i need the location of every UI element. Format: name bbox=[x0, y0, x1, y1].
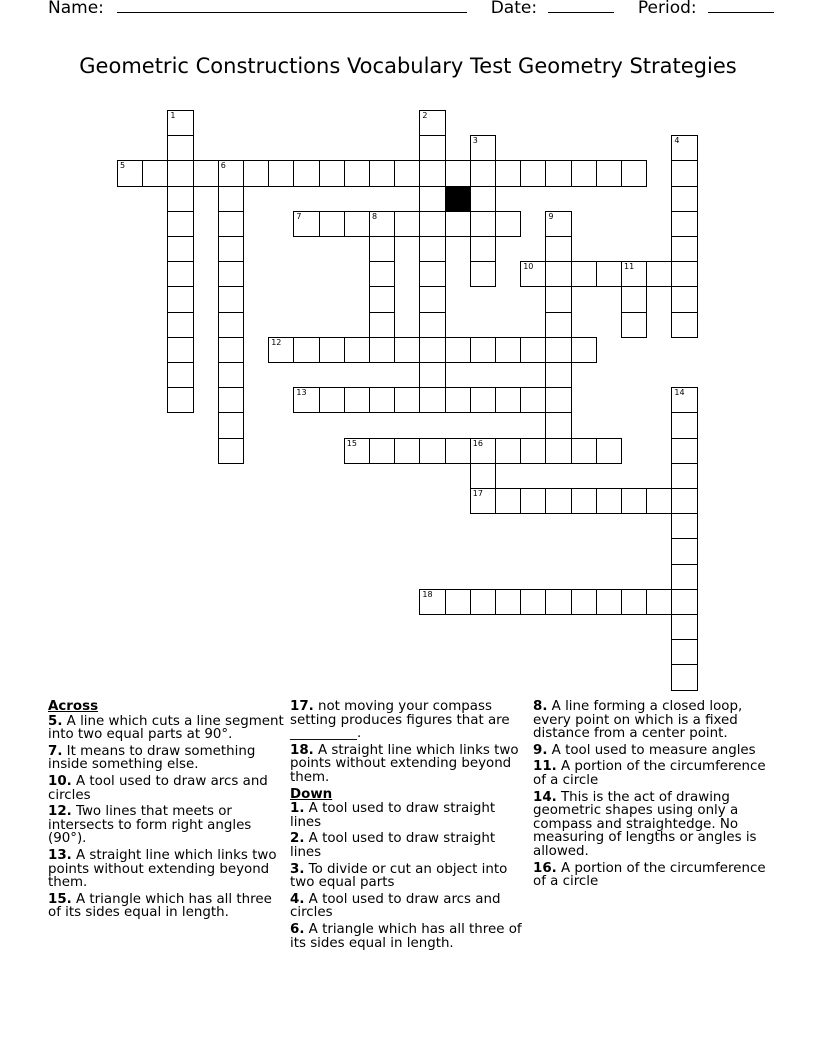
crossword-cell[interactable] bbox=[218, 438, 244, 464]
crossword-cell[interactable] bbox=[571, 438, 597, 464]
cell-number: 11 bbox=[624, 262, 635, 272]
clue-number: 7. bbox=[48, 743, 63, 759]
crossword-cell[interactable] bbox=[495, 211, 521, 237]
crossword-cell[interactable] bbox=[671, 312, 697, 338]
crossword-cell[interactable] bbox=[671, 488, 697, 514]
crossword-cell[interactable] bbox=[319, 211, 345, 237]
crossword-cell[interactable] bbox=[545, 362, 571, 388]
crossword-cell[interactable] bbox=[596, 160, 622, 186]
crossword-cell[interactable] bbox=[646, 261, 672, 287]
clue bbox=[290, 700, 526, 741]
crossword-cell[interactable] bbox=[394, 160, 420, 186]
crossword-cell[interactable] bbox=[520, 387, 546, 413]
crossword-cell[interactable] bbox=[369, 286, 395, 312]
crossword-cell[interactable] bbox=[470, 261, 496, 287]
crossword-cell[interactable] bbox=[545, 312, 571, 338]
crossword-cell[interactable] bbox=[545, 589, 571, 615]
clue-text: A line which cuts a line segment into two equal parts at 90°. bbox=[48, 713, 284, 743]
crossword-cell[interactable] bbox=[369, 312, 395, 338]
clue-number: 10. bbox=[48, 773, 72, 789]
cell-number: 2 bbox=[422, 111, 428, 120]
crossword-cell[interactable] bbox=[218, 236, 244, 262]
crossword-cell[interactable] bbox=[293, 387, 319, 413]
cell-number: 18 bbox=[422, 589, 433, 599]
clue bbox=[48, 893, 284, 920]
crossword-cell[interactable] bbox=[394, 438, 420, 464]
crossword-cell[interactable] bbox=[218, 387, 244, 413]
cell-number: 7 bbox=[296, 211, 302, 221]
clue bbox=[48, 715, 284, 742]
crossword-cell[interactable] bbox=[545, 211, 571, 237]
crossword-cell[interactable] bbox=[369, 236, 395, 262]
crossword-cell[interactable] bbox=[671, 639, 697, 665]
crossword-cell[interactable] bbox=[545, 337, 571, 363]
clue-text: A line forming a closed loop, every point on which is a fixed distance from a center point. bbox=[533, 699, 743, 742]
crossword-cell[interactable] bbox=[319, 387, 345, 413]
crossword-cell[interactable] bbox=[596, 438, 622, 464]
crossword-cell[interactable] bbox=[671, 186, 697, 212]
crossword-cell[interactable] bbox=[671, 664, 697, 690]
cell-number: 14 bbox=[674, 388, 685, 398]
crossword-cell[interactable] bbox=[545, 438, 571, 464]
clue-number: 14. bbox=[533, 789, 557, 805]
crossword-cell[interactable] bbox=[344, 211, 370, 237]
cell-number: 13 bbox=[296, 388, 307, 398]
crossword-cell[interactable] bbox=[495, 337, 521, 363]
crossword-cell[interactable] bbox=[671, 211, 697, 237]
clue-text: A portion of the circumference of a circle bbox=[533, 759, 766, 788]
clue bbox=[290, 863, 526, 890]
clue bbox=[290, 802, 526, 829]
down-heading: Down bbox=[290, 786, 333, 802]
crossword-cell[interactable] bbox=[470, 387, 496, 413]
crossword-cell[interactable] bbox=[445, 337, 471, 363]
crossword-cell[interactable] bbox=[419, 236, 445, 262]
crossword-cell[interactable] bbox=[470, 463, 496, 489]
crossword-cell[interactable] bbox=[268, 160, 294, 186]
clue-text: This is the act of drawing geometric shapes using only a compass and straightedge. No measuring of lengths or angles is allowed. bbox=[533, 789, 757, 859]
crossword-cell[interactable] bbox=[520, 438, 546, 464]
name-label: Name: bbox=[48, 0, 104, 18]
crossword-cell[interactable] bbox=[646, 488, 672, 514]
crossword-cell[interactable] bbox=[470, 160, 496, 186]
cell-number: 12 bbox=[271, 337, 282, 347]
crossword-cell[interactable] bbox=[117, 160, 143, 186]
clue-number: 18. bbox=[290, 742, 314, 758]
clue-number: 16. bbox=[533, 860, 557, 876]
cell-number: 10 bbox=[523, 262, 534, 272]
crossword-cell[interactable] bbox=[344, 438, 370, 464]
cell-number: 16 bbox=[472, 438, 483, 448]
clue-text: A straight line which links two points without extending beyond them. bbox=[290, 742, 519, 785]
crossword-cell[interactable] bbox=[369, 337, 395, 363]
clue-column-3 bbox=[533, 700, 773, 892]
clue-number: 8. bbox=[533, 699, 548, 714]
crossword-cell[interactable] bbox=[545, 412, 571, 438]
crossword-cell[interactable] bbox=[218, 337, 244, 363]
crossword-cell[interactable] bbox=[167, 312, 193, 338]
clue-text: A tool used to measure angles bbox=[547, 742, 756, 758]
crossword-cell[interactable] bbox=[520, 589, 546, 615]
crossword-cell[interactable] bbox=[167, 236, 193, 262]
crossword-cell[interactable] bbox=[495, 438, 521, 464]
crossword-cell[interactable] bbox=[671, 412, 697, 438]
crossword-cell[interactable] bbox=[167, 286, 193, 312]
crossword-cell[interactable] bbox=[243, 160, 269, 186]
crossword-cell[interactable] bbox=[344, 160, 370, 186]
clue-number: 12. bbox=[48, 804, 72, 820]
clue bbox=[48, 775, 284, 802]
crossword-cell[interactable] bbox=[495, 589, 521, 615]
crossword-cell[interactable] bbox=[545, 488, 571, 514]
crossword-cell[interactable] bbox=[167, 160, 193, 186]
crossword-cell[interactable] bbox=[369, 211, 395, 237]
crossword-cell[interactable] bbox=[596, 488, 622, 514]
crossword-cell[interactable] bbox=[571, 488, 597, 514]
crossword-cell[interactable] bbox=[445, 160, 471, 186]
crossword-cell[interactable] bbox=[671, 614, 697, 640]
crossword-cell[interactable] bbox=[167, 186, 193, 212]
clue bbox=[533, 700, 773, 741]
crossword-cell[interactable] bbox=[470, 236, 496, 262]
crossword-cell[interactable] bbox=[671, 286, 697, 312]
crossword-cell[interactable] bbox=[621, 160, 647, 186]
crossword-cell[interactable] bbox=[193, 160, 219, 186]
crossword-cell[interactable] bbox=[596, 261, 622, 287]
clue bbox=[48, 745, 284, 772]
crossword-cell[interactable] bbox=[495, 387, 521, 413]
crossword-cell[interactable] bbox=[445, 589, 471, 615]
crossword-cell[interactable] bbox=[218, 211, 244, 237]
crossword-cell[interactable] bbox=[419, 438, 445, 464]
crossword-cell[interactable] bbox=[470, 438, 496, 464]
clue-text: A tool used to draw arcs and circles bbox=[290, 891, 501, 921]
clue-text: It means to draw something inside something else. bbox=[48, 743, 256, 773]
crossword-cell[interactable] bbox=[419, 362, 445, 388]
crossword-cell[interactable] bbox=[571, 589, 597, 615]
crossword-cell[interactable] bbox=[621, 488, 647, 514]
clue-number: 17. bbox=[290, 699, 314, 714]
clue bbox=[533, 791, 773, 859]
period-label: Period: bbox=[637, 0, 697, 18]
clue-text: A tool used to draw straight lines bbox=[290, 801, 496, 830]
clue-number: 13. bbox=[48, 847, 72, 863]
clue bbox=[48, 805, 284, 846]
crossword-cell[interactable] bbox=[621, 261, 647, 287]
crossword-cell[interactable] bbox=[369, 438, 395, 464]
cell-number: 17 bbox=[472, 489, 483, 498]
crossword-cell[interactable] bbox=[571, 337, 597, 363]
clue-text: To divide or cut an object into two equal parts bbox=[290, 861, 508, 891]
crossword-cell[interactable] bbox=[419, 337, 445, 363]
clue-number: 3. bbox=[290, 861, 305, 877]
crossword-cell[interactable] bbox=[671, 463, 697, 489]
crossword-cell[interactable] bbox=[293, 160, 319, 186]
cell-number: 8 bbox=[372, 211, 378, 221]
crossword-cell[interactable] bbox=[167, 261, 193, 287]
crossword-cell[interactable] bbox=[671, 538, 697, 564]
clue bbox=[48, 849, 284, 890]
clue bbox=[533, 744, 773, 758]
crossword-cell[interactable] bbox=[470, 211, 496, 237]
clue bbox=[533, 862, 773, 889]
crossword-cell[interactable] bbox=[293, 211, 319, 237]
page-title: Geometric Constructions Vocabulary Test Geometry Strategies bbox=[79, 54, 737, 78]
crossword-cell[interactable] bbox=[419, 286, 445, 312]
crossword-cell[interactable] bbox=[369, 387, 395, 413]
clue-number: 9. bbox=[533, 742, 548, 758]
crossword-cell[interactable] bbox=[495, 160, 521, 186]
crossword-cell[interactable] bbox=[520, 261, 546, 287]
crossword-cell[interactable] bbox=[646, 589, 672, 615]
crossword-cell[interactable] bbox=[419, 312, 445, 338]
cell-number: 6 bbox=[220, 161, 226, 171]
cell-number: 4 bbox=[674, 136, 680, 146]
crossword-cell[interactable] bbox=[621, 286, 647, 312]
crossword-cell[interactable] bbox=[344, 387, 370, 413]
crossword-cell[interactable] bbox=[218, 186, 244, 212]
crossword-cell[interactable] bbox=[218, 312, 244, 338]
crossword-cell[interactable] bbox=[293, 337, 319, 363]
crossword-cell[interactable] bbox=[596, 589, 622, 615]
crossword-cell[interactable] bbox=[218, 362, 244, 388]
crossword-cell[interactable] bbox=[394, 387, 420, 413]
crossword-cell[interactable] bbox=[167, 387, 193, 413]
clue-number: 1. bbox=[290, 801, 305, 817]
crossword-cell[interactable] bbox=[218, 261, 244, 287]
crossword-cell[interactable] bbox=[671, 261, 697, 287]
crossword-cell[interactable] bbox=[520, 337, 546, 363]
crossword-cell[interactable] bbox=[167, 337, 193, 363]
clue-text: A tool used to draw arcs and circles bbox=[48, 773, 268, 803]
crossword-cell[interactable] bbox=[218, 412, 244, 438]
clue-number: 2. bbox=[290, 831, 305, 847]
crossword-cell[interactable] bbox=[671, 589, 697, 615]
crossword-cell[interactable] bbox=[671, 135, 697, 161]
cell-number: 5 bbox=[120, 161, 126, 171]
crossword-cell[interactable] bbox=[445, 211, 471, 237]
crossword-cell[interactable] bbox=[167, 362, 193, 388]
crossword-cell[interactable] bbox=[218, 286, 244, 312]
clue-number: 4. bbox=[290, 891, 305, 907]
date-label: Date: bbox=[490, 0, 538, 18]
clue-text: Two lines that meets or intersects to form right angles (90°). bbox=[48, 804, 252, 847]
crossword-cell[interactable] bbox=[419, 589, 445, 615]
crossword-cell[interactable] bbox=[470, 488, 496, 514]
crossword-cell[interactable] bbox=[369, 160, 395, 186]
crossword-block bbox=[445, 186, 471, 212]
crossword-cell[interactable] bbox=[671, 438, 697, 464]
crossword-cell[interactable] bbox=[520, 488, 546, 514]
clue bbox=[290, 832, 526, 859]
crossword-cell[interactable] bbox=[621, 589, 647, 615]
crossword-cell[interactable] bbox=[167, 110, 193, 136]
clue-number: 6. bbox=[290, 921, 305, 937]
crossword-cell[interactable] bbox=[369, 261, 395, 287]
clue-column-1 bbox=[48, 700, 284, 923]
clue-text: A portion of the circumference of a circle bbox=[533, 860, 766, 890]
crossword-cell[interactable] bbox=[671, 236, 697, 262]
clue-number: 11. bbox=[533, 759, 557, 775]
crossword-cell[interactable] bbox=[167, 135, 193, 161]
clue-text: not moving your compass setting produces figures that are __________. bbox=[290, 699, 510, 742]
clue bbox=[533, 760, 773, 787]
across-heading: Across bbox=[48, 699, 99, 714]
crossword-cell[interactable] bbox=[394, 337, 420, 363]
crossword-cell[interactable] bbox=[520, 160, 546, 186]
crossword-cell[interactable] bbox=[344, 337, 370, 363]
clue bbox=[290, 744, 526, 785]
crossword-cell[interactable] bbox=[445, 387, 471, 413]
crossword-cell[interactable] bbox=[545, 387, 571, 413]
crossword-cell[interactable] bbox=[571, 160, 597, 186]
crossword-cell[interactable] bbox=[419, 160, 445, 186]
crossword-cell[interactable] bbox=[218, 160, 244, 186]
crossword-cell[interactable] bbox=[142, 160, 168, 186]
crossword-cell[interactable] bbox=[470, 589, 496, 615]
crossword-cell[interactable] bbox=[319, 337, 345, 363]
crossword-cell[interactable] bbox=[671, 564, 697, 590]
crossword-cell[interactable] bbox=[545, 261, 571, 287]
crossword-cell[interactable] bbox=[319, 160, 345, 186]
crossword-cell[interactable] bbox=[419, 110, 445, 136]
crossword-cell[interactable] bbox=[268, 337, 294, 363]
crossword-cell[interactable] bbox=[167, 211, 193, 237]
clue bbox=[290, 893, 526, 920]
crossword-cell[interactable] bbox=[470, 337, 496, 363]
clues-section bbox=[48, 700, 788, 1040]
cell-number: 15 bbox=[346, 438, 357, 448]
crossword-cell[interactable] bbox=[545, 286, 571, 312]
crossword-cell[interactable] bbox=[621, 312, 647, 338]
clue-text: A tool used to draw straight lines bbox=[290, 831, 496, 860]
clue bbox=[290, 923, 526, 950]
clue-text: A triangle which has all three of its sides equal in length. bbox=[48, 891, 272, 921]
crossword-cell[interactable] bbox=[419, 186, 445, 212]
crossword-cell[interactable] bbox=[419, 211, 445, 237]
crossword-cell[interactable] bbox=[495, 488, 521, 514]
clue-number: 5. bbox=[48, 713, 63, 729]
crossword-cell[interactable] bbox=[671, 513, 697, 539]
clue-number: 15. bbox=[48, 891, 72, 907]
crossword-cell[interactable] bbox=[419, 387, 445, 413]
crossword-cell[interactable] bbox=[394, 211, 420, 237]
clue-text: A triangle which has all three of its sides equal in length. bbox=[290, 921, 522, 951]
crossword-cell[interactable] bbox=[545, 236, 571, 262]
crossword-cell[interactable] bbox=[445, 438, 471, 464]
cell-number: 3 bbox=[472, 136, 478, 146]
crossword-cell[interactable] bbox=[470, 186, 496, 212]
crossword-cell[interactable] bbox=[671, 387, 697, 413]
crossword-cell[interactable] bbox=[419, 261, 445, 287]
clue-column-2 bbox=[290, 700, 526, 953]
crossword-cell[interactable] bbox=[571, 261, 597, 287]
cell-number: 9 bbox=[548, 211, 554, 221]
crossword-cell[interactable] bbox=[545, 160, 571, 186]
crossword-cell[interactable] bbox=[470, 135, 496, 161]
crossword-cell[interactable] bbox=[419, 135, 445, 161]
cell-number: 1 bbox=[170, 111, 176, 120]
crossword-cell[interactable] bbox=[671, 160, 697, 186]
clue-text: A straight line which links two points without extending beyond them. bbox=[48, 847, 277, 891]
